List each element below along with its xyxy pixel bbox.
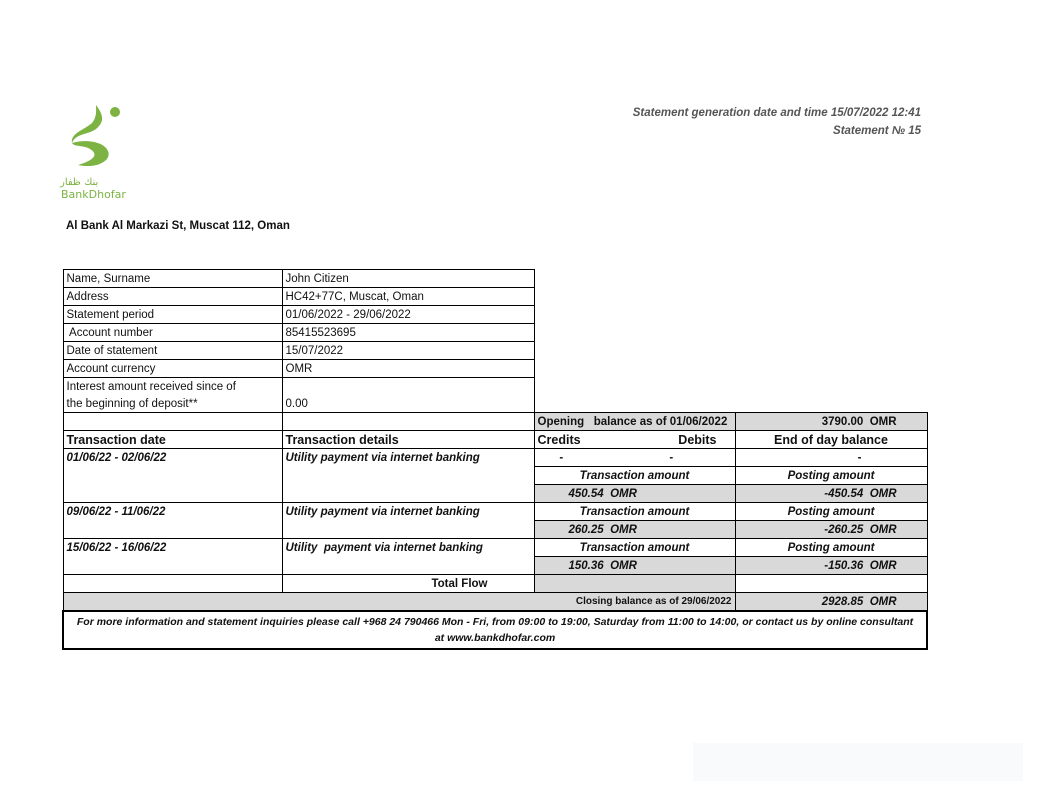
footer-row [63, 611, 927, 649]
transaction-amount: 260.25 OMR [534, 521, 735, 539]
bank-logo-arabic: بنك ظفار [60, 177, 99, 188]
info-label: the beginning of deposit** [63, 395, 282, 413]
opening-balance-label: Opening balance as of 01/06/2022 [534, 413, 735, 431]
transaction-details: Utility payment via internet banking [282, 449, 534, 467]
info-row-date [63, 342, 927, 360]
header-transaction-date: Transaction date [63, 431, 282, 449]
bank-address: Al Bank Al Markazi St, Muscat 112, Oman [66, 220, 290, 232]
closing-balance-label: Closing balance as of 29/06/2022 [63, 593, 735, 612]
info-label: Date of statement [63, 342, 282, 360]
info-row-account [63, 324, 927, 342]
header-end-of-day-balance: End of day balance [735, 431, 927, 449]
bank-logo-name: BankDhofar [61, 188, 126, 201]
posting-amount-label: Posting amount [735, 539, 927, 557]
header-credits: Credits [534, 431, 635, 449]
info-row-period [63, 306, 927, 324]
info-value: HC42+77C, Muscat, Oman [282, 288, 534, 306]
closing-balance-value: 2928.85 OMR [735, 593, 927, 612]
info-label: Account number [63, 324, 282, 342]
info-value: 0.00 [282, 395, 534, 413]
info-value: John Citizen [282, 270, 534, 288]
bank-logo [58, 103, 138, 203]
bank-logo-mark-icon [66, 103, 126, 173]
opening-balance-row [63, 413, 927, 431]
info-value: 15/07/2022 [282, 342, 534, 360]
transaction-date: 15/06/22 - 16/06/22 [63, 539, 282, 557]
transaction-date: 01/06/22 - 02/06/22 [63, 449, 282, 467]
total-flow-row [63, 575, 927, 593]
posting-amount: -150.36 OMR [735, 557, 927, 575]
info-row-interest-1 [63, 378, 927, 396]
table-row [63, 503, 927, 521]
info-label: Account currency [63, 360, 282, 378]
transaction-date: 09/06/22 - 11/06/22 [63, 503, 282, 521]
transaction-debit: - [635, 449, 735, 467]
transaction-amount: 450.54 OMR [534, 485, 735, 503]
transaction-credit: - [534, 449, 635, 467]
statement-table [62, 269, 928, 650]
transaction-details: Utility payment via internet banking [282, 539, 534, 557]
header-debits: Debits [635, 431, 735, 449]
total-flow-label: Total Flow [282, 575, 534, 593]
posting-amount-label: Posting amount [735, 467, 927, 485]
info-label: Statement period [63, 306, 282, 324]
table-row [63, 485, 927, 503]
transaction-details: Utility payment via internet banking [282, 503, 534, 521]
footer-info [63, 611, 927, 649]
table-row [63, 521, 927, 539]
statement-meta [633, 104, 921, 140]
info-label: Name, Surname [63, 270, 282, 288]
info-row-name [63, 270, 927, 288]
opening-balance-value: 3790.00 OMR [735, 413, 927, 431]
statement-number: Statement № 15 [833, 125, 921, 137]
info-value: 85415523695 [282, 324, 534, 342]
watermark-area [693, 743, 1023, 781]
transaction-amount: 150.36 OMR [534, 557, 735, 575]
info-value: OMR [282, 360, 534, 378]
transaction-amount-label: Transaction amount [534, 467, 735, 485]
info-label: Interest amount received since of [63, 378, 282, 396]
posting-amount-label: Posting amount [735, 503, 927, 521]
info-row-currency [63, 360, 927, 378]
posting-amount: -260.25 OMR [735, 521, 927, 539]
info-row-interest-2 [63, 395, 927, 413]
table-row [63, 449, 927, 467]
posting-amount: -450.54 OMR [735, 485, 927, 503]
closing-balance-row [63, 593, 927, 612]
header-transaction-details: Transaction details [282, 431, 534, 449]
footer-line-1: For more information and statement inquiries please call +968 24 790466 Mon - Fri, from 09:00 to 19:00, Saturday from 11:00 to 14:00, or contact us by online consultant [76, 616, 914, 628]
transaction-eod: - [735, 449, 927, 467]
statement-generation-date: Statement generation date and time 15/07/2022 12:41 [632, 107, 921, 119]
transaction-amount-label: Transaction amount [534, 503, 735, 521]
table-row [63, 539, 927, 557]
info-value: 01/06/2022 - 29/06/2022 [282, 306, 534, 324]
table-row [63, 557, 927, 575]
header-row [63, 431, 927, 449]
footer-line-2: at www.bankdhofar.com [434, 632, 556, 644]
info-row-address [63, 288, 927, 306]
table-row [63, 467, 927, 485]
transaction-amount-label: Transaction amount [534, 539, 735, 557]
info-label: Address [63, 288, 282, 306]
